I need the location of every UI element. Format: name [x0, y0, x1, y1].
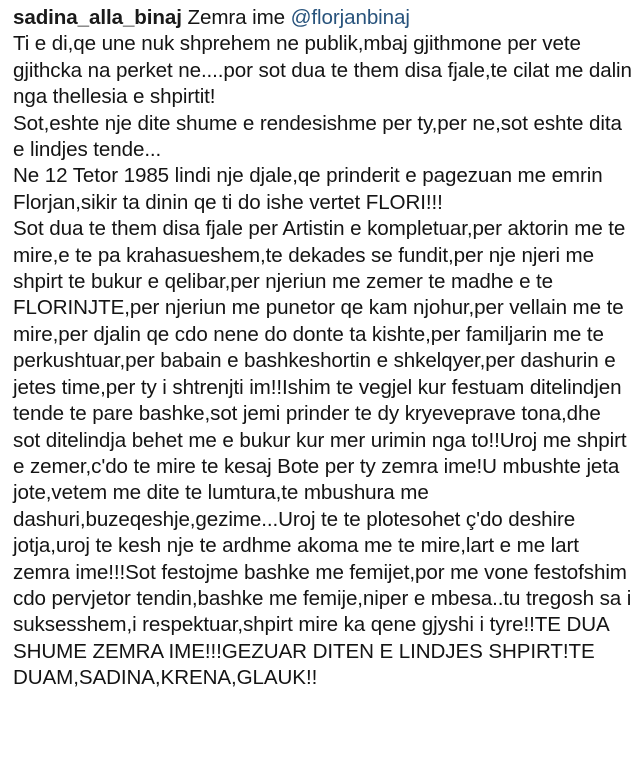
caption-header — [13, 5, 632, 31]
username-link[interactable]: sadina_alla_binaj — [13, 6, 182, 29]
caption-prefix: Zemra ime — [187, 6, 285, 29]
caption-paragraph: Ti e di,qe une nuk shprehem ne publik,mbaj gjithmone per vete gjithcka na perket ne....por sot dua te them disa fjale,te cilat me dalin nga thellesia e shpirtit! — [13, 32, 632, 109]
caption-paragraph: Ne 12 Tetor 1985 lindi nje djale,qe prinderit e pagezuan me emrin Florjan,sikir ta dinin qe ti do ishe vertet FLORI!!! — [13, 164, 603, 214]
caption-paragraph: Sot,eshte nje dite shume e rendesishme per ty,per ne,sot eshte dita e lindjes tende... — [13, 111, 622, 162]
mention-link[interactable]: @florjanbinaj — [290, 6, 410, 29]
caption-paragraph: Sot dua te them disa fjale per Artistin e kompletuar,per aktorin me te mire,e te pa krahasueshem,te dekades se fundit,per nje njeri me shpirt te bukur e qelibar,per njeriun me zemer te madhe e te FLORINJTE,per njeriun me punetor qe kam njohur,per vellain me te mire,per djalin qe cdo nene do donte ta kishte,per familjarin me te perkushtuar,per babain e bashkeshortin e shkelqyer,per dashurin e jetes time,per ty i shtrenjti im!!Ishim te vegjel kur festuam ditelindjen tende te pare bashke,sot jemi prinder te dy kryeveprave tona,dhe sot ditelindja behet me e bukur kur mer urimin nga to!!Uroj me shpirt e zemer,c'do te mire te kesaj Bote per ty zemra ime!U mbushte jeta jote,vetem me dite te lumtura,te mbushura me dashuri,buzeqeshje,gezime...Uroj te te plotesohet ç'do deshire jotja,uroj te kesh nje te ardhme akoma me te mire,lart e me lart zemra ime!!!Sot festojme bashke me femijet,por me vone festofshim cdo pervjetor tendin,bashke me femije,niper e mbesa..tu tregosh sa i suksesshem,i respektuar,shpirt mire ka qene gjyshi i tyre!!TE DUA SHUME ZEMRA IME!!!GEZUAR DITEN E LINDJES SHPIRT!TE DUAM,SADINA,KRENA,GLAUK!! — [13, 217, 632, 690]
